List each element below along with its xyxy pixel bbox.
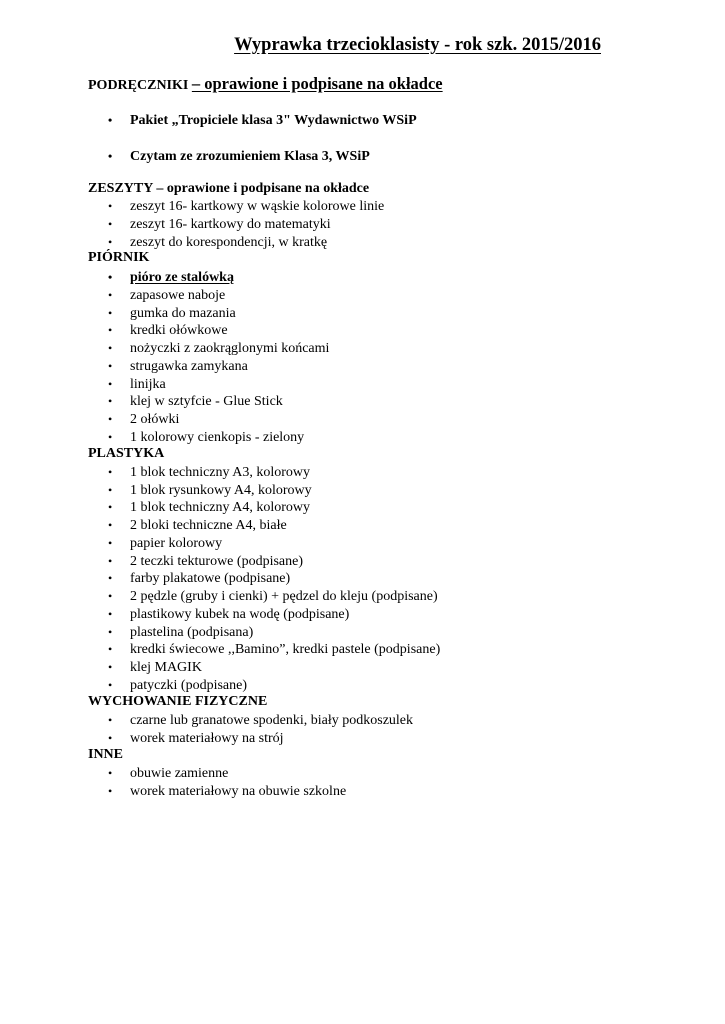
list-item: • patyczki (podpisane) [105, 677, 247, 694]
bullet: • [108, 483, 113, 497]
list-item: • farby plakatowe (podpisane) [105, 570, 290, 587]
section-label: PODRĘCZNIKI [88, 78, 189, 93]
list-item: • gumka do mazania [105, 305, 236, 322]
list-item: • Czytam ze zrozumieniem Klasa 3, WSiP [105, 148, 370, 165]
list-item: • 1 blok techniczny A3, kolorowy [105, 464, 310, 481]
list-item: • nożyczki z zaokrąglonymi końcami [105, 340, 329, 357]
list-item: • zapasowe naboje [105, 287, 225, 304]
bullet: • [108, 430, 113, 444]
bullet: • [108, 270, 113, 284]
document-title: Wyprawka trzecioklasisty - rok szk. 2015/2016 [234, 35, 601, 55]
bullet: • [108, 642, 113, 656]
bullet: • [108, 359, 113, 373]
list-item: • zeszyt do korespondencji, w kratkę [105, 234, 327, 251]
list-item: • strugawka zamykana [105, 358, 248, 375]
bullet: • [108, 678, 113, 692]
bullet: • [108, 412, 113, 426]
list-item: • obuwie zamienne [105, 765, 228, 782]
list-item: • 2 teczki tekturowe (podpisane) [105, 553, 303, 570]
section-heading-piornik: PIÓRNIK [88, 250, 150, 265]
list-item: • zeszyt 16- kartkowy w wąskie kolorowe linie [105, 198, 384, 215]
bullet: • [108, 571, 113, 585]
bullet: • [108, 713, 113, 727]
bullet: • [108, 554, 113, 568]
bullet: • [108, 766, 113, 780]
list-item: • Pakiet „Tropiciele klasa 3" Wydawnictwo WSiP [105, 112, 417, 129]
list-item: • papier kolorowy [105, 535, 222, 552]
list-item: • plastelina (podpisana) [105, 624, 253, 641]
bullet: • [108, 377, 113, 391]
bullet: • [108, 199, 113, 213]
bullet: • [108, 731, 113, 745]
bullet: • [108, 341, 113, 355]
list-item: • 2 bloki techniczne A4, białe [105, 517, 287, 534]
section-heading-wf: WYCHOWANIE FIZYCZNE [88, 694, 268, 709]
list-item: • klej MAGIK [105, 659, 202, 676]
bullet: • [108, 660, 113, 674]
bullet: • [108, 217, 113, 231]
list-item: • klej w sztyfcie - Glue Stick [105, 393, 283, 410]
bullet: • [108, 306, 113, 320]
bullet: • [108, 465, 113, 479]
bullet: • [108, 288, 113, 302]
bullet: • [108, 394, 113, 408]
bullet: • [108, 500, 113, 514]
bullet: • [108, 625, 113, 639]
list-item: • kredki ołówkowe [105, 322, 228, 339]
bullet: • [108, 235, 113, 249]
bullet: • [108, 784, 113, 798]
list-item: • pióro ze stalówką [105, 269, 234, 286]
list-item: • worek materiałowy na obuwie szkolne [105, 783, 346, 800]
section-heading-zeszyty: ZESZYTY – oprawione i podpisane na okładce [88, 181, 370, 196]
list-item: • plastikowy kubek na wodę (podpisane) [105, 606, 349, 623]
bullet: • [108, 589, 113, 603]
bullet: • [108, 323, 113, 337]
list-item: • 1 blok techniczny A4, kolorowy [105, 499, 310, 516]
list-item: • 2 ołówki [105, 411, 179, 428]
list-item: • 1 blok rysunkowy A4, kolorowy [105, 482, 312, 499]
list-item: • czarne lub granatowe spodenki, biały podkoszulek [105, 712, 413, 729]
section-note: – oprawione i podpisane na okładce [191, 74, 443, 93]
bullet: • [108, 518, 113, 532]
bullet: • [108, 607, 113, 621]
bullet: • [108, 536, 113, 550]
list-item: • linijka [105, 376, 166, 393]
list-item: • zeszyt 16- kartkowy do matematyki [105, 216, 331, 233]
list-item: • 2 pędzle (gruby i cienki) + pędzel do kleju (podpisane) [105, 588, 438, 605]
section-heading-podreczniki [88, 76, 443, 94]
bullet: • [108, 113, 113, 127]
list-item: • worek materiałowy na strój [105, 730, 284, 747]
section-heading-inne: INNE [88, 747, 124, 762]
list-item: • kredki świecowe ,,Bamino”, kredki pastele (podpisane) [105, 641, 440, 658]
list-item: • 1 kolorowy cienkopis - zielony [105, 429, 304, 446]
bullet: • [108, 149, 113, 163]
section-heading-plastyka: PLASTYKA [88, 446, 165, 461]
